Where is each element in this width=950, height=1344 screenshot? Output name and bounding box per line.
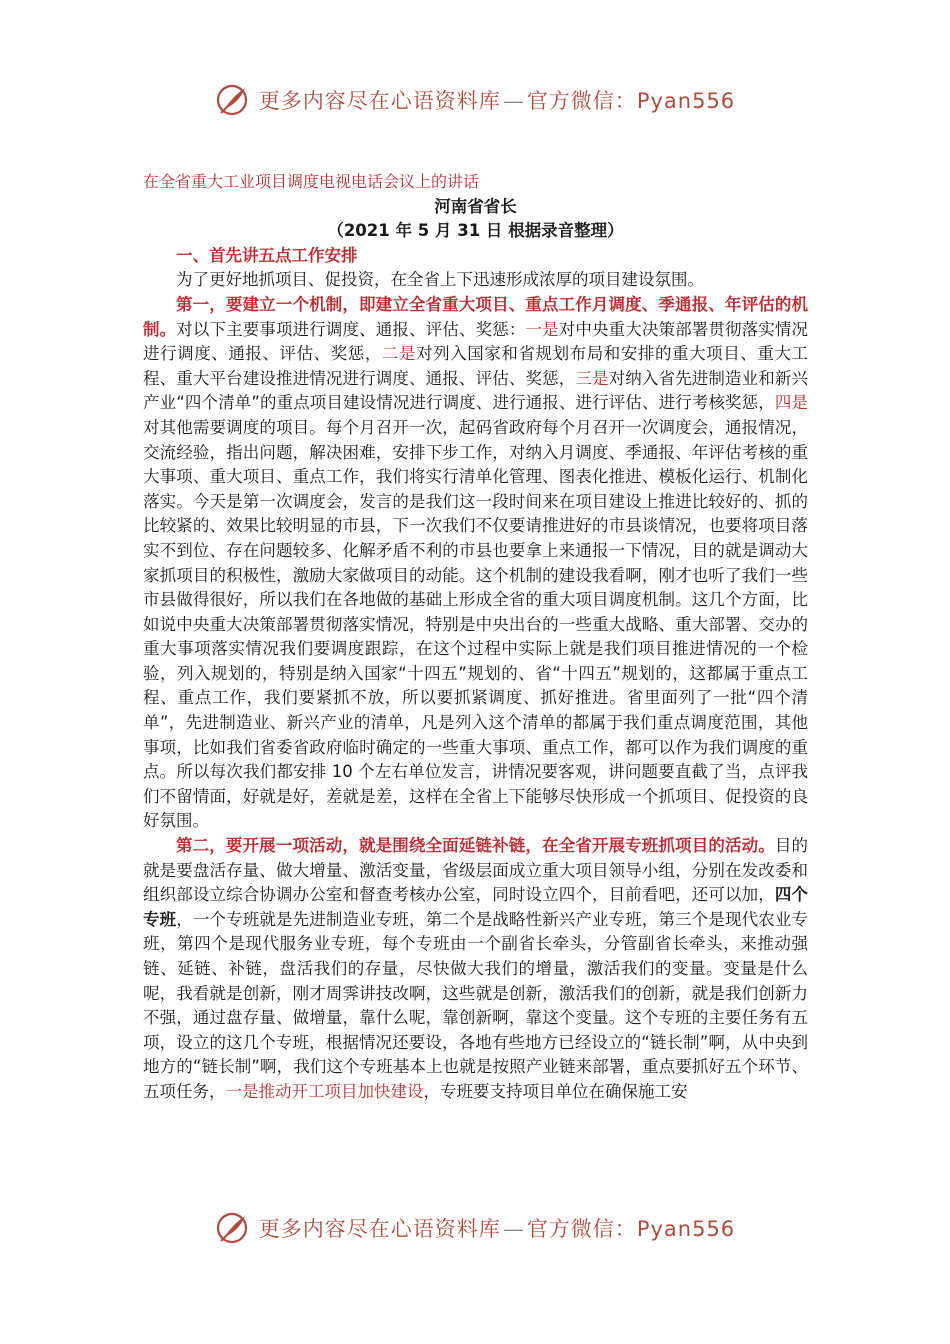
paragraph-second-activity: 第二，要开展一项活动，就是围绕全面延链补链，在全省开展专班抓项目的活动。目的就是要盘活存量、做大增量、激活变量，省级层面成立重大项目领导小组，分别在发改委和组织部设立综合协调办公室和督查考核办公室，同时设立四个，目前看吧，还可以加，四个专班，一个专班就是先进制造业专班，第二个是战略性新兴产业专班，第三个是现代农业专班，第四个是现代服务业专班，每个专班由一个副省长牵头，分管副省长牵头，来推动强链、延链、补链，盘活我们的存量，尽快做大我们的增量，激活我们的变量。变量是什么呢，我看就是创新，刚才周霁讲技改啊，这些就是创新，激活我们的创新，就是我们创新力不强，通过盘存量、做增量，靠什么呢，靠创新啊，靠这个变量。这个专班的主要任务有五项，设立的这几个专班，根据情况还要设，各地有些地方已经设立的“链长制”啊，从中央到地方的“链长制”啊，我们这个专班基本上也就是按照产业链来部署，重点要抓好五个环节、五项任务，一是推动开工项目加快建设，专班要支持项目单位在确保施工安 xyxy=(143,836,809,1101)
watermark-text: 更多内容尽在心语资料库—官方微信：Pyan556 xyxy=(258,89,736,113)
watermark-banner-bottom xyxy=(0,1208,950,1248)
watermark-banner-top xyxy=(0,80,950,120)
date-note: （2021 年 5 月 31 日 根据录音整理） xyxy=(327,221,624,241)
paragraph-lead: 第一，要建立一个机制，即建立全省重大项目、重点工作月调度、季通报、年评估的机制。 xyxy=(143,294,808,339)
feather-logo-icon xyxy=(215,82,251,118)
bold-phrase: 四个专班 xyxy=(143,885,809,929)
paragraph-lead: 第二，要开展一项活动，就是围绕全面延链补链，在全省开展专班抓项目的活动。 xyxy=(176,836,775,856)
document-title: 在全省重大工业项目调度电视电话会议上的讲话 xyxy=(143,172,480,191)
item-marker: 四是 xyxy=(774,393,809,413)
document-body xyxy=(143,170,808,1105)
watermark-text: 更多内容尽在心语资料库—官方微信：Pyan556 xyxy=(258,1217,736,1241)
item-marker: 二是 xyxy=(381,344,417,364)
paragraph-first-mechanism: 第一，要建立一个机制，即建立全省重大项目、重点工作月调度、季通报、年评估的机制。对以下主要事项进行调度、通报、评估、奖惩：一是对中央重大决策部署贯彻落实情况进行调度、通报、评估、奖惩，二是对列入国家和省规划布局和安排的重大项目、重大工程、重大平台建设推进情况进行调度、通报、评估、奖惩，三是对纳入省先进制造业和新兴产业“四个清单”的重点项目建设情况进行调度、进行通报、进行评估、进行考核奖惩，四是对其他需要调度的项目。每个月召开一次，起码省政府每个月召开一次调度会，通报情况，交流经验，指出问题，解决困难，安排下步工作，对纳入月调度、季通报、年评估考核的重大事项、重大项目、重点工作，我们将实行清单化管理、图表化推进、模板化运行、机制化落实。今天是第一次调度会，发言的是我们这一段时间来在项目建设上推进比较好的、抓的比较紧的、效果比较明显的市县，下一次我们不仅要请推进好的市县谈情况，也要将项目落实不到位、存在问题较多、化解矛盾不利的市县也要拿上来通报一下情况，目的就是调动大家抓项目的积极性，激励大家做项目的动能。这个机制的建设我看啊，刚才也听了我们一些市县做得很好，所以我们在各地做的基础上形成全省的重大项目调度机制。这几个方面，比如说中央重大决策部署贯彻落实情况，特别是中央出台的一些重大战略、重大部署、交办的重大事项落实情况我们要调度跟踪，在这个过程中实际上就是我们项目推进情况的一个检验，列入规划的，特别是纳入国家“十四五”规划的、省“十四五”规划的，这都属于重点工程、重点工作，我们要紧抓不放，所以要抓紧调度、抓好推进。省里面列了一批“四个清单”，先进制造业、新兴产业的清单，凡是列入这个清单的都属于我们重点调度范围，其他事项，比如我们省委省政府临时确定的一些重大事项、重点工作，都可以作为我们调度的重点。所以每次我们都安排 10 个左右单位发言，讲情况要客观，讲问题要直截了当，点评我们不留情面，好就是好，差就是差，这样在全省上下能够尽快形成一个抓项目、促投资的良好氛围。 xyxy=(143,294,809,831)
item-marker: 一是 xyxy=(525,319,559,339)
item-marker: 三是 xyxy=(575,368,609,388)
section-heading: 一、首先讲五点工作安排 xyxy=(176,245,358,265)
intro-paragraph: 为了更好地抓项目、促投资，在全省上下迅速形成浓厚的项目建设氛围。 xyxy=(176,270,704,290)
feather-logo-icon xyxy=(215,1210,251,1246)
speaker-line: 河南省省长 xyxy=(434,196,517,216)
item-marker: 一是推动开工项目加快建设 xyxy=(225,1081,424,1101)
